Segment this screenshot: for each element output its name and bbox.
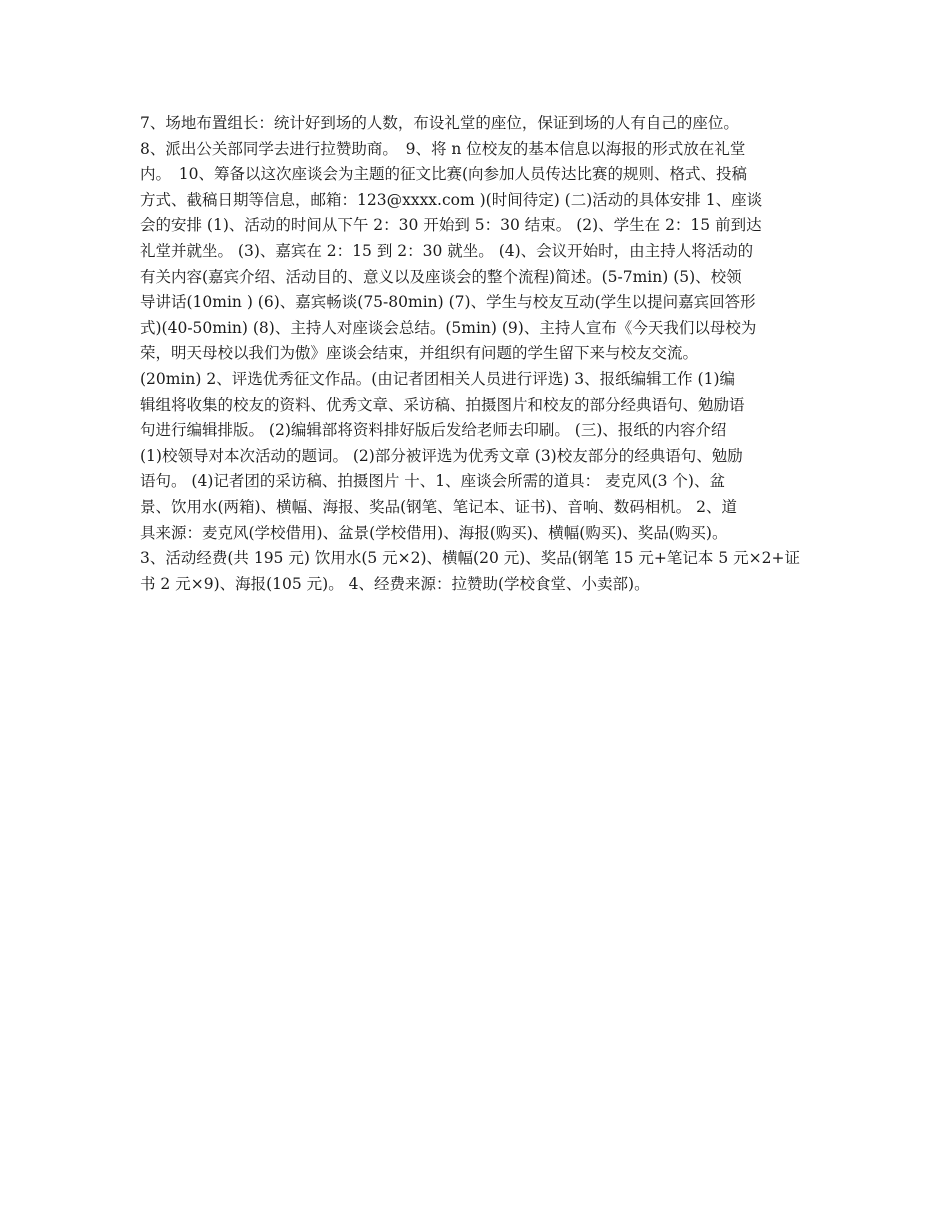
- text-line-9: 式)(40-50min) (8)、主持人对座谈会总结。(5min) (9)、主持人宣布《今天我们以母校为: [140, 318, 757, 337]
- text-line-17: 具来源：麦克风(学校借用)、盆景(学校借用)、海报(购买)、横幅(购买)、奖品(购买)。: [140, 523, 728, 542]
- document-body: [140, 111, 810, 597]
- text-line-6: 礼堂并就坐。 (3)、嘉宾在 2：15 到 2：30 就坐。 (4)、会议开始时，由主持人将活动的: [140, 241, 754, 260]
- text-line-14: (1)校领导对本次活动的题词。 (2)部分被评选为优秀文章 (3)校友部分的经典语句、勉励: [140, 446, 743, 465]
- text-line-4: 方式、截稿日期等信息，邮箱：123@xxxx.com )(时间待定) (二)活动的具体安排 1、座谈: [140, 190, 763, 209]
- text-line-2: 8、派出公关部同学去进行拉赞助商。 9、将 n 位校友的基本信息以海报的形式放在礼堂: [140, 139, 746, 158]
- text-line-19: 书 2 元×9)、海报(105 元)。 4、经费来源：拉赞助(学校食堂、小卖部)。: [140, 574, 650, 593]
- text-line-8: 导讲话(10min ) (6)、嘉宾畅谈(75-80min) (7)、学生与校友互动(学生以提问嘉宾回答形: [140, 293, 756, 312]
- text-line-12: 辑组将收集的校友的资料、优秀文章、采访稿、拍摄图片和校友的部分经典语句、勉励语: [140, 395, 745, 414]
- text-line-7: 有关内容(嘉宾介绍、活动目的、意义以及座谈会的整个流程)简述。(5-7min) (5)、校领: [140, 267, 742, 286]
- text-line-13: 句进行编辑排版。 (2)编辑部将资料排好版后发给老师去印刷。 (三)、报纸的内容介绍: [140, 421, 727, 440]
- text-line-5: 会的安排 (1)、活动的时间从下午 2：30 开始到 5：30 结束。 (2)、学生在 2：15 前到达: [140, 216, 762, 235]
- text-line-11: (20min) 2、评选优秀征文作品。(由记者团相关人员进行评选) 3、报纸编辑工作 (1)编: [140, 369, 736, 388]
- text-line-18: 3、活动经费(共 195 元) 饮用水(5 元×2)、横幅(20 元)、奖品(钢笔 15 元+笔记本 5 元×2+证: [140, 549, 800, 568]
- text-line-16: 景、饮用水(两箱)、横幅、海报、奖品(钢笔、笔记本、证书)、音响、数码相机。 2、道: [140, 497, 737, 516]
- text-line-10: 荣，明天母校以我们为傲》座谈会结束，并组织有问题的学生留下来与校友交流。: [140, 344, 699, 363]
- text-line-1: 7、场地布置组长：统计好到场的人数，布设礼堂的座位，保证到场的人有自己的座位。: [140, 114, 739, 132]
- text-line-3: 内。 10、筹备以这次座谈会为主题的征文比赛(向参加人员传达比赛的规则、格式、投稿: [140, 165, 748, 184]
- text-line-15: 语句。 (4)记者团的采访稿、拍摄图片 十、1、座谈会所需的道具： 麦克风(3 个)、盆: [140, 472, 725, 491]
